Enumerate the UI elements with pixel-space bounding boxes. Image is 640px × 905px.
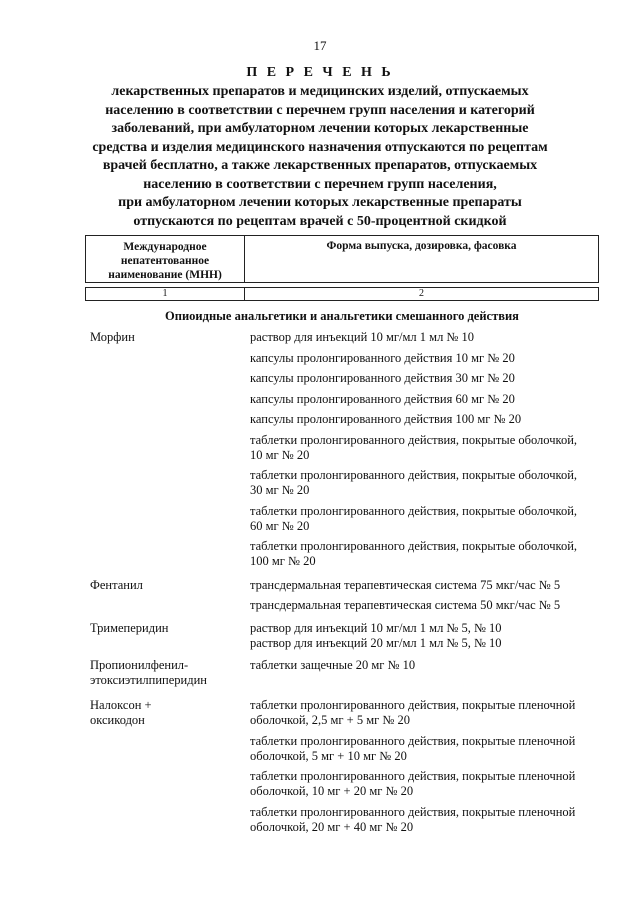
- drug-form-line: таблетки пролонгированного действия, покрытые пленочной: [250, 733, 576, 748]
- drug-row: [0, 330, 640, 575]
- drug-form-line: капсулы пролонгированного действия 100 мг № 20: [250, 412, 522, 426]
- drug-row: [0, 621, 640, 657]
- subtitle-line: отпускаются по рецептам врачей с 50-процентной скидкой: [133, 213, 507, 229]
- drug-form-line: таблетки пролонгированного действия, покрытые оболочкой,: [250, 503, 578, 518]
- section-title: Опиоидные анальгетики и анальгетики смешанного действия: [165, 309, 519, 323]
- drug-form-line: 100 мг № 20: [250, 554, 316, 568]
- drug-form: [250, 371, 595, 386]
- drug-form-line: оболочкой, 2,5 мг + 5 мг № 20: [250, 713, 410, 727]
- column-header-inn-line: наименование (МНН): [108, 269, 222, 281]
- drug-form-line: 30 мг № 20: [250, 483, 310, 497]
- drug-name: [0, 658, 250, 688]
- subtitle-line: населению в соответствии с перечнем групп населения,: [143, 176, 497, 192]
- drug-name: [0, 621, 250, 657]
- drug-form-line: оболочкой, 10 мг + 20 мг № 20: [250, 784, 414, 798]
- drug-form-line: таблетки пролонгированного действия, покрытые пленочной: [250, 698, 576, 712]
- drug-form-line: капсулы пролонгированного действия 10 мг № 20: [250, 350, 515, 365]
- drug-form-line: капсулы пролонгированного действия 60 мг № 20: [250, 391, 515, 406]
- drug-form-line: раствор для инъекций 10 мг/мл 1 мл № 5, № 10: [250, 620, 502, 635]
- drug-form-line: оболочкой, 5 мг + 10 мг № 20: [250, 748, 407, 763]
- drug-forms: [250, 578, 595, 619]
- drug-form: [250, 578, 595, 593]
- drug-form: [250, 412, 595, 427]
- column-header-inn: [86, 236, 245, 282]
- drug-form: [250, 805, 595, 835]
- drug-row: [0, 658, 640, 688]
- drug-form: [250, 658, 595, 673]
- document-subtitle: [80, 83, 560, 231]
- drug-form-line: таблетки пролонгированного действия, покрытые оболочкой,: [250, 468, 578, 482]
- drug-form: [250, 734, 595, 764]
- drug-forms: [250, 330, 595, 575]
- drug-form: [250, 351, 595, 366]
- subtitle-line: населению в соответствии с перечнем групп населения и категорий: [105, 102, 535, 118]
- drug-form: [250, 769, 595, 799]
- page-number: 17: [313, 38, 327, 53]
- table-column-numbers: [85, 287, 599, 301]
- drug-form: [250, 392, 595, 407]
- drug-forms: [250, 658, 595, 688]
- drug-name-line: Тримеперидин: [90, 620, 169, 635]
- drug-name-line: Пропионилфенил-: [90, 658, 189, 672]
- drug-form-line: таблетки пролонгированного действия, покрытые пленочной: [250, 769, 576, 783]
- drug-form-line: оболочкой, 20 мг + 40 мг № 20: [250, 819, 414, 834]
- subtitle-line: средства и изделия медицинского назначения отпускаются по рецептам: [92, 139, 548, 155]
- drug-name: [0, 698, 250, 840]
- drug-name-line: Налоксон +: [90, 698, 152, 712]
- drug-form-line: таблетки защечные 20 мг № 10: [250, 658, 416, 672]
- drug-form-line: трансдермальная терапевтическая система 75 мкг/час № 5: [250, 577, 561, 592]
- drug-form: [250, 698, 595, 728]
- drug-name-line: этоксиэтилпиперидин: [90, 673, 207, 687]
- drug-form: [250, 598, 595, 613]
- column-header-inn-line: непатентованное: [120, 255, 210, 267]
- drug-form-line: таблетки пролонгированного действия, покрытые оболочкой,: [250, 539, 578, 553]
- subtitle-line: лекарственных препаратов и медицинских изделий, отпускаемых: [111, 84, 529, 99]
- drug-list: [0, 330, 640, 840]
- drug-form-line: раствор для инъекций 10 мг/мл 1 мл № 10: [250, 330, 474, 344]
- column-header-form: Форма выпуска, дозировка, фасовка: [326, 240, 517, 252]
- drug-form: [250, 539, 595, 569]
- drug-form: [250, 330, 595, 345]
- drug-form: [250, 504, 595, 534]
- drug-name: [0, 330, 250, 575]
- drug-name-line: Морфин: [90, 330, 135, 344]
- subtitle-line: заболеваний, при амбулаторном лечении которых лекарственные: [111, 121, 529, 136]
- drug-row: [0, 698, 640, 840]
- drug-form: [250, 433, 595, 463]
- subtitle-line: при амбулаторном лечении которых лекарственные препараты: [118, 195, 522, 210]
- drug-form: [250, 468, 595, 498]
- drug-form-line: капсулы пролонгированного действия 30 мг № 20: [250, 371, 515, 385]
- drug-name: [0, 578, 250, 619]
- drug-form-line: 10 мг № 20: [250, 447, 310, 462]
- document-title: П Е Р Е Ч Е Н Ь: [246, 65, 394, 80]
- subtitle-line: врачей бесплатно, а также лекарственных препаратов, отпускаемых: [102, 158, 538, 173]
- drug-row: [0, 578, 640, 619]
- drug-name-line: Фентанил: [90, 577, 143, 592]
- drug-forms: [250, 698, 595, 840]
- column-number-1: 1: [86, 288, 245, 300]
- drug-form-line: 60 мг № 20: [250, 518, 310, 533]
- drug-forms: [250, 621, 595, 657]
- table-header: [85, 235, 599, 283]
- drug-form-line: таблетки пролонгированного действия, покрытые пленочной: [250, 804, 576, 819]
- column-header-inn-line: Международное: [123, 241, 207, 253]
- drug-name-line: оксикодон: [90, 713, 145, 727]
- column-number-2: 2: [419, 288, 424, 299]
- drug-form: [250, 621, 595, 651]
- drug-form-line: трансдермальная терапевтическая система 50 мкг/час № 5: [250, 598, 561, 612]
- drug-form-line: таблетки пролонгированного действия, покрытые оболочкой,: [250, 432, 578, 447]
- drug-form-line: раствор для инъекций 20 мг/мл 1 мл № 5, № 10: [250, 635, 502, 650]
